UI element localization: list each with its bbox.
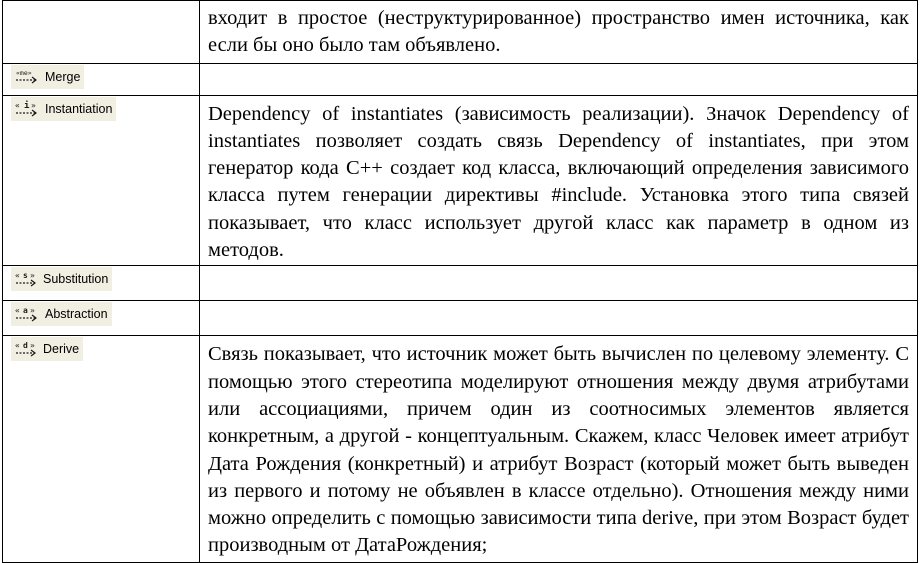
description-text: Dependency of instantiates (зависимость реализации). Значок Dependency of instantiates позволяет создать связь Dependency of instantiates, при этом генератор кода C++ создает код класса, включающий определения зависимого класса путем генерации директивы #include. Установка этого типа связей показывает, что класс использует другой класс как параметр в одном из методов. [208, 102, 909, 262]
merge-tool-button[interactable] [11, 65, 84, 89]
description-cell [200, 95, 918, 266]
svg-text:«me»: «me» [16, 68, 32, 77]
svg-text:«: « [15, 271, 20, 281]
derive-icon [15, 340, 39, 358]
table-row-merge [3, 63, 918, 95]
svg-text:d: d [23, 341, 28, 351]
svg-text:«: « [15, 341, 20, 351]
svg-text:»: » [30, 341, 35, 351]
substitution-label: Substitution [43, 272, 109, 287]
svg-text:s: s [23, 271, 28, 281]
svg-text:«: « [15, 306, 20, 316]
description-cell [200, 266, 918, 301]
instantiation-label: Instantiation [45, 101, 113, 116]
table-row-derive [3, 336, 918, 562]
icon-cell [3, 95, 200, 266]
table-row-continuation [3, 1, 918, 64]
svg-text:«: « [15, 100, 20, 110]
table-row-instantiation [3, 95, 918, 266]
description-text: входит в простое (неструктурированное) пространство имен источника, как если бы оно было там объявлено. [208, 7, 909, 57]
merge-label: Merge [45, 69, 81, 84]
icon-cell [3, 301, 200, 336]
merge-icon [15, 69, 41, 85]
description-text: Связь показывает, что источник может быть вычислен по целевому элементу. С помощью этого стереотипа моделируют отношения между двумя атрибутами или ассоциациями, причем один из соотносимых элементов является конкретным, а другой - концептуальным. Скажем, класс Человек имеет атрибут Дата Рождения (конкретный) и атрибут Возраст (который может быть выведен из первого и потому не объявлен в классе отдельно). Отношения между ними можно определить с помощью зависимости типа derive, при этом Возраст будет производным от ДатаРождения; [208, 343, 909, 557]
svg-text:i: i [24, 100, 30, 111]
substitution-icon [15, 270, 39, 288]
description-cell [200, 336, 918, 562]
description-cell [200, 1, 918, 64]
abstraction-label: Abstraction [45, 307, 108, 322]
table-row-substitution [3, 266, 918, 301]
abstraction-tool-button[interactable] [11, 302, 112, 326]
instantiation-tool-button[interactable] [11, 97, 116, 121]
derive-tool-button[interactable] [11, 337, 83, 361]
derive-label: Derive [43, 342, 80, 357]
icon-cell [3, 1, 200, 64]
icon-cell [3, 63, 200, 95]
svg-text:a: a [23, 306, 28, 316]
description-cell [200, 63, 918, 95]
substitution-tool-button[interactable] [11, 267, 112, 291]
icon-cell [3, 336, 200, 562]
instantiation-icon [15, 100, 41, 118]
dependency-types-table [2, 0, 918, 563]
table-row-abstraction [3, 301, 918, 336]
icon-cell [3, 266, 200, 301]
svg-text:»: » [30, 306, 35, 316]
svg-text:»: » [31, 100, 36, 110]
svg-text:»: » [30, 271, 35, 281]
description-cell [200, 301, 918, 336]
abstraction-icon [15, 305, 41, 323]
